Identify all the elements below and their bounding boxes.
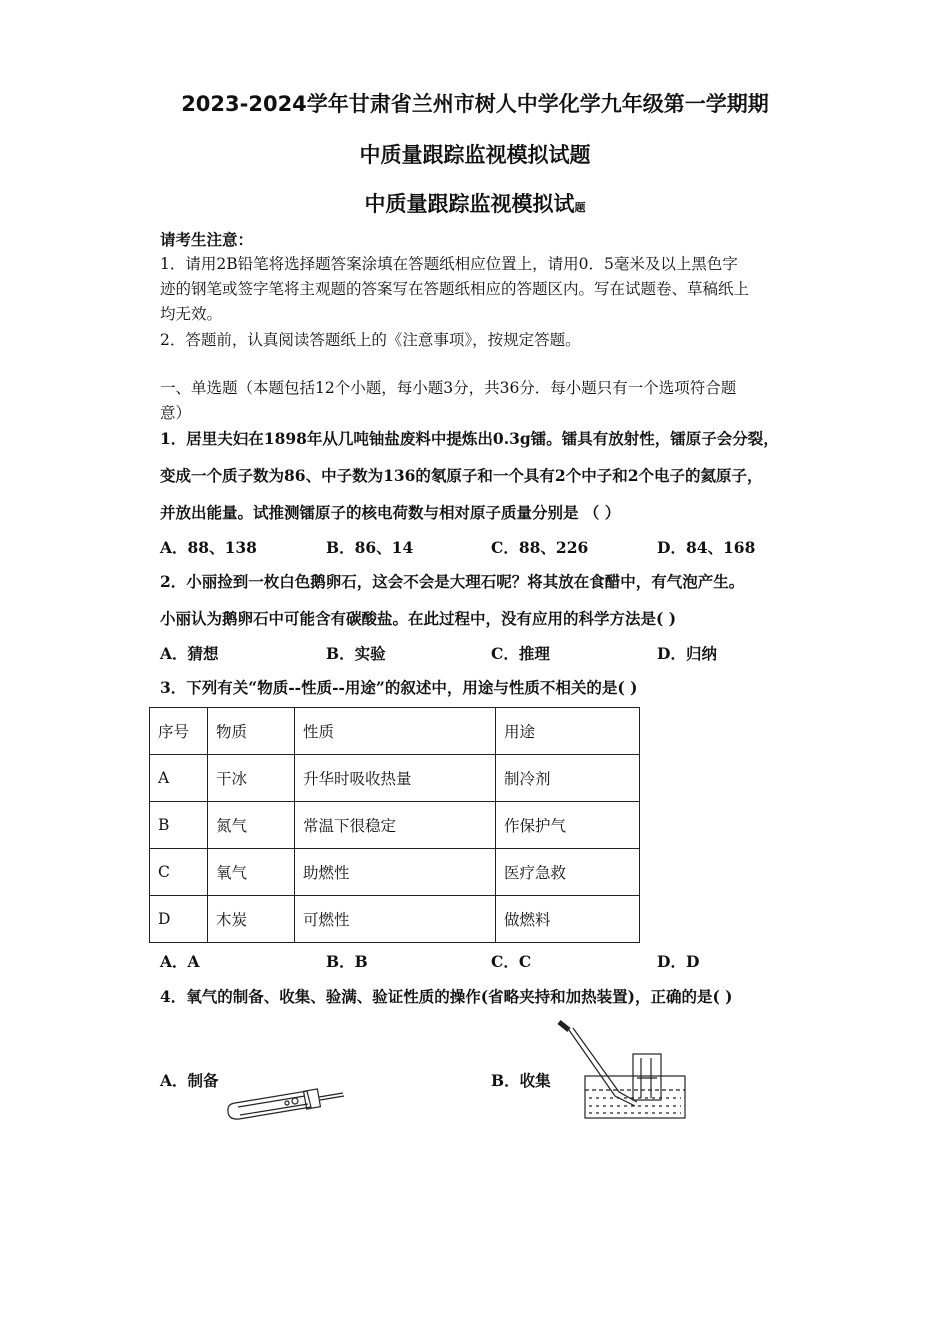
table-cell: 医疗急救 — [496, 849, 640, 896]
q3-option-b: B．B — [326, 952, 368, 971]
page-subtitle-repeat — [0, 188, 950, 218]
q2-line1: 2．小丽捡到一枚白色鹅卵石，这会不会是大理石呢？将其放在食醋中，有气泡产生。 — [160, 572, 745, 591]
notice-item1-line3: 均无效。 — [160, 305, 223, 323]
table-cell: 氧气 — [208, 849, 295, 896]
q3-stem: 3．下列有关“物质--性质--用途”的叙述中，用途与性质不相关的是( ) — [160, 678, 638, 697]
q1-line3: 并放出能量。试推测镭原子的核电荷数与相对原子质量分别是 （ ） — [160, 503, 621, 522]
table-row — [150, 849, 640, 896]
q2-option-d: D．归纳 — [657, 644, 717, 663]
q2-option-b: B．实验 — [326, 644, 386, 663]
table-cell: 木炭 — [208, 896, 295, 943]
table-cell: B — [150, 802, 208, 849]
q1-option-d: D．84、168 — [657, 538, 756, 557]
q4-stem: 4．氧气的制备、收集、验满、验证性质的操作(省略夹持和加热装置)，正确的是( ) — [160, 987, 733, 1006]
q1-option-c: C．88、226 — [491, 538, 589, 557]
table-cell: D — [150, 896, 208, 943]
test-tube-apparatus-figure — [225, 1085, 350, 1125]
page-subtitle: 中质量跟踪监视模拟试题 — [359, 143, 591, 167]
header-cell: 性质 — [295, 708, 496, 755]
table-row — [150, 896, 640, 943]
q1-line1: 1．居里夫妇在1898年从几吨铀盐废料中提炼出0.3g镭。镭具有放射性，镭原子会分裂， — [160, 429, 779, 448]
q4-option-a: A．制备 — [160, 1071, 219, 1090]
q1-line2: 变成一个质子数为86、中子数为136的氡原子和一个具有2个中子和2个电子的氦原子， — [160, 466, 763, 485]
q2-option-c: C．推理 — [491, 644, 550, 663]
header-cell: 用途 — [496, 708, 640, 755]
section-heading-line1: 一、单选题（本题包括12个小题，每小题3分，共36分．每小题只有一个选项符合题 — [160, 379, 737, 397]
table-cell: 升华时吸收热量 — [295, 755, 496, 802]
subtitle-main: 中质量跟踪监视模拟试 — [364, 192, 575, 216]
table-cell: 氮气 — [208, 802, 295, 849]
table-header-row — [150, 708, 640, 755]
q1-option-b: B．86、14 — [326, 538, 414, 557]
q3-option-c: C．C — [491, 952, 532, 971]
table-row — [150, 802, 640, 849]
notice-item1-line2: 迹的钢笔或签字笔将主观题的答案写在答题纸相应的答题区内。写在试题卷、草稿纸上 — [160, 280, 750, 298]
table-cell: 做燃料 — [496, 896, 640, 943]
table-row — [150, 755, 640, 802]
q2-option-a: A．猜想 — [160, 644, 219, 663]
table-cell: 助燃性 — [295, 849, 496, 896]
table-cell: A — [150, 755, 208, 802]
header-cell: 物质 — [208, 708, 295, 755]
subtitle-small: 题 — [574, 201, 586, 214]
q3-option-d: D．D — [657, 952, 700, 971]
table-cell: 可燃性 — [295, 896, 496, 943]
q3-table — [149, 707, 640, 943]
header-cell: 序号 — [150, 708, 208, 755]
table-cell: C — [150, 849, 208, 896]
notice-item1-line1: 1．请用2B铅笔将选择题答案涂填在答题纸相应位置上，请用0．5毫米及以上黑色字 — [160, 255, 738, 273]
page-title: 2023-2024学年甘肃省兰州市树人中学化学九年级第一学期期 — [181, 92, 769, 116]
water-collection-apparatus-figure — [555, 1018, 690, 1123]
table-cell: 制冷剂 — [496, 755, 640, 802]
table-cell: 常温下很稳定 — [295, 802, 496, 849]
section-heading-line2: 意） — [160, 404, 192, 422]
q2-line2: 小丽认为鹅卵石中可能含有碳酸盐。在此过程中，没有应用的科学方法是( ) — [160, 609, 677, 628]
notice-item2: 2．答题前，认真阅读答题纸上的《注意事项》，按规定答题。 — [160, 331, 581, 349]
q1-option-a: A．88、138 — [160, 538, 257, 557]
table-cell: 作保护气 — [496, 802, 640, 849]
q3-option-a: A．A — [160, 952, 200, 971]
q4-option-b: B．收集 — [491, 1071, 551, 1090]
notice-heading: 请考生注意： — [160, 230, 254, 249]
table-cell: 干冰 — [208, 755, 295, 802]
